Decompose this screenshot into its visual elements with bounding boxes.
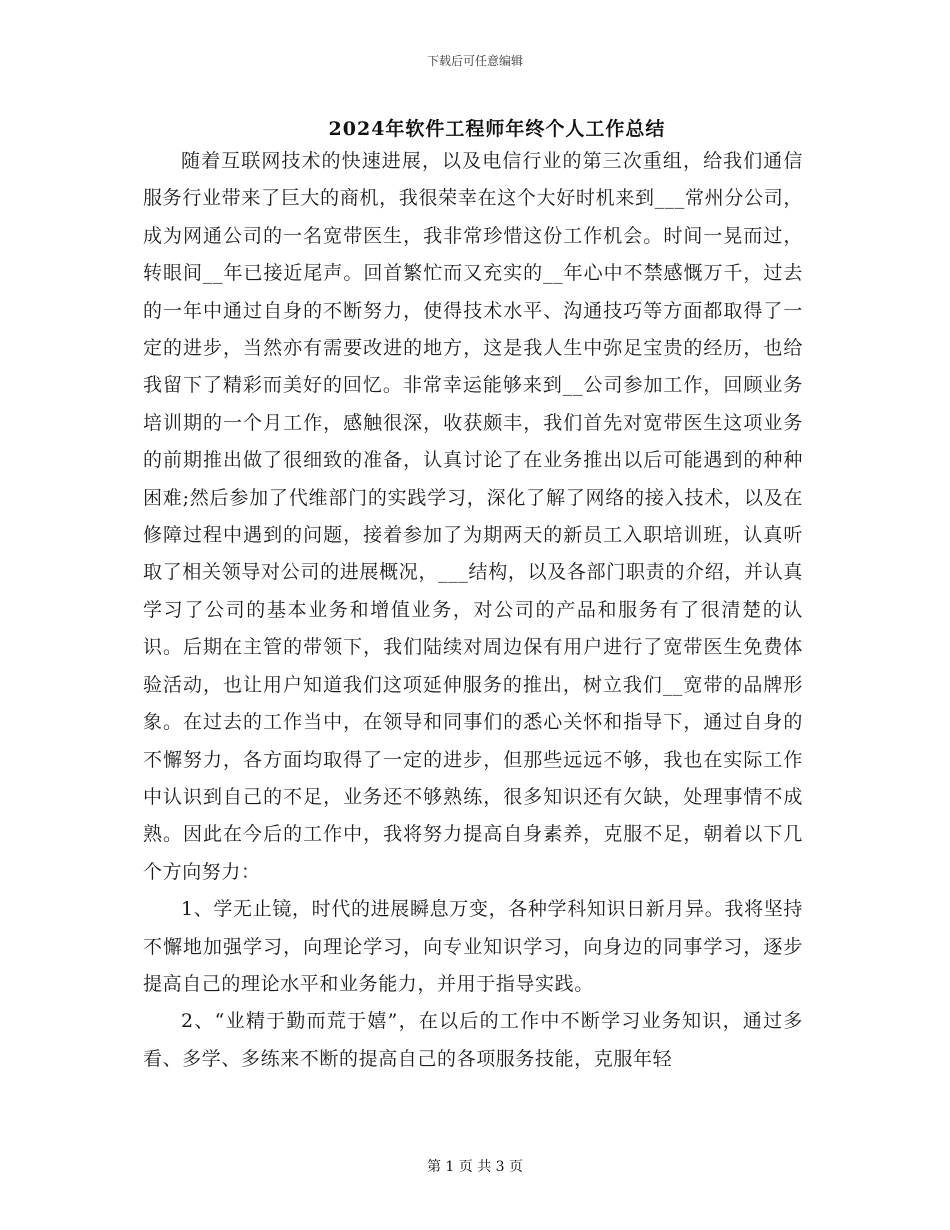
page-footer: 第 1 页 共 3 页 — [426, 1159, 524, 1175]
header-note: 下载后可任意编辑 — [426, 54, 523, 68]
document-title: 2024年软件工程师年终个人工作总结 — [328, 118, 666, 140]
paragraph-item-2: 2、“业精于勤而荒于嬉”，在以后的工作中不断学习业务知识，通过多看、多学、多练来不断的提高自己的各项服务技能，克服年轻 — [143, 1010, 803, 1070]
paragraph-item-1: 1、学无止镜，时代的进展瞬息万变，各种学科知识日新月异。我将坚持不懈地加强学习，向理论学习，向专业知识学习，向身边的同事学习，逐步提高自己的理论水平和业务能力，并用于指导实践。 — [143, 898, 803, 995]
document-body — [143, 143, 803, 1078]
paragraph-intro: 随着互联网技术的快速进展，以及电信行业的第三次重组，给我们通信服务行业带来了巨大的商机，我很荣幸在这个大好时机来到___常州分公司，成为网通公司的一名宽带医生，我非常珍惜这份工作机会。时间一晃而过，转眼间__年已接近尾声。回首繁忙而又充实的__年心中不禁感慨万千，过去的一年中通过自身的不断努力，使得技术水平、沟通技巧等方面都取得了一定的进步，当然亦有需要改进的地方，这是我人生中弥足宝贵的经历，也给我留下了精彩而美好的回忆。非常幸运能够来到__公司参加工作，回顾业务培训期的一个月工作，感触很深，收获颇丰，我们首先对宽带医生这项业务的前期推出做了很细致的准备，认真讨论了在业务推出以后可能遇到的种种困难;然后参加了代维部门的实践学习，深化了解了网络的接入技术，以及在修障过程中遇到的问题，接着参加了为期两天的新员工入职培训班，认真听取了相关领导对公司的进展概况，___结构，以及各部门职责的介绍，并认真学习了公司的基本业务和增值业务，对公司的产品和服务有了很清楚的认识。后期在主管的带领下，我们陆续对周边保有用户进行了宽带医生免费体验活动，也让用户知道我们这项延伸服务的推出，树立我们__宽带的品牌形象。在过去的工作当中，在领导和同事们的悉心关怀和指导下，通过自身的不懈努力，各方面均取得了一定的进步，但那些远远不够，我也在实际工作中认识到自己的不足，业务还不够熟练，很多知识还有欠缺，处理事情不成熟。因此在今后的工作中，我将努力提高自身素养，克服不足，朝着以下几个方向努力： — [143, 150, 803, 883]
